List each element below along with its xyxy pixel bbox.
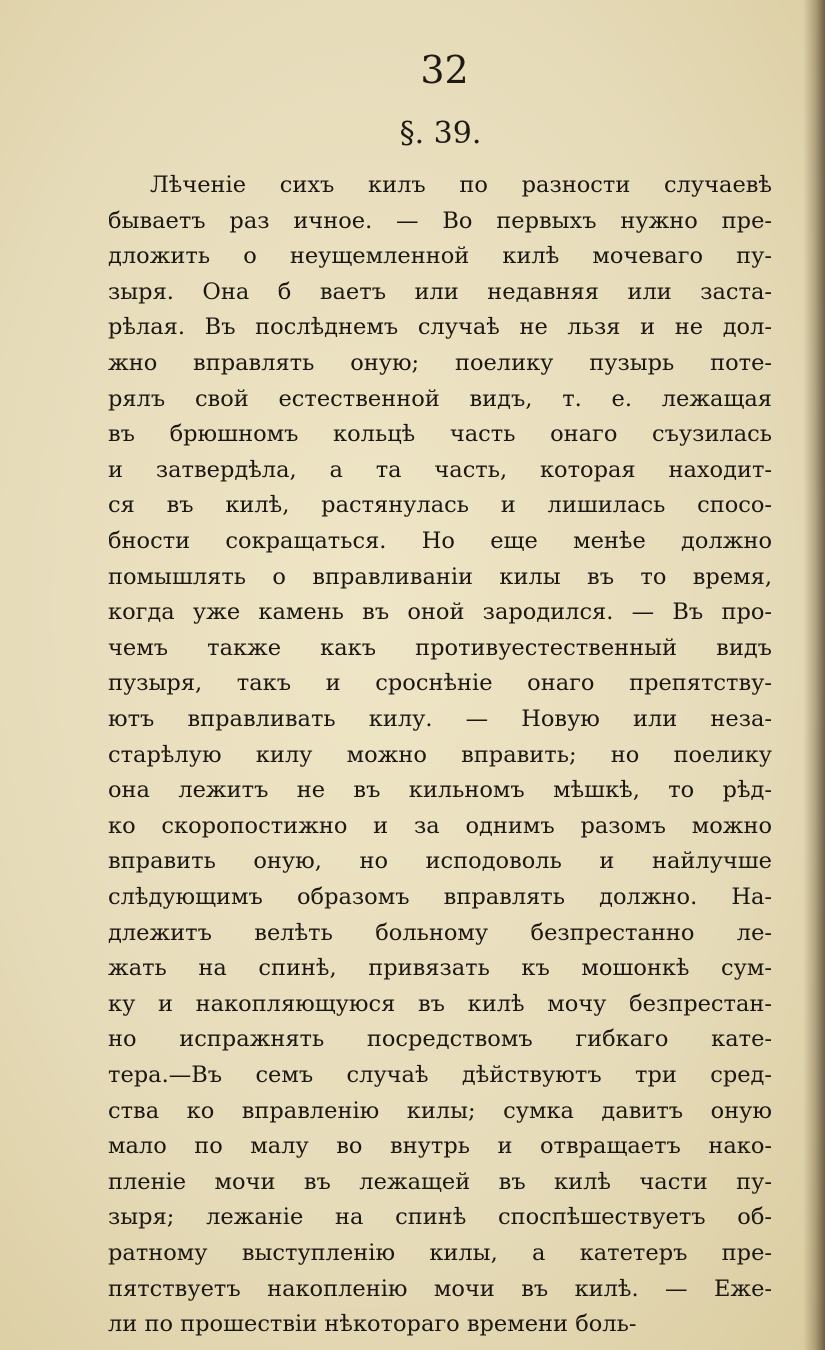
text-line: рѣлая. Въ послѣднемъ случаѣ не льзя и не дол- (108, 314, 772, 341)
text-line: пленіе мочи въ лежащей въ килѣ части пу- (108, 1168, 772, 1195)
text-line: дложить о неущемленной килѣ мочеваго пу- (108, 243, 772, 270)
text-line: вправить оную, но исподоволь и найлучше (108, 848, 772, 875)
text-line: зыря; лежаніе на спинѣ споспѣшествуетъ об- (108, 1204, 772, 1231)
text-line: старѣлую килу можно вправить; но поелику (108, 741, 772, 768)
text-line: бываетъ раз ичное. — Во первыхъ нужно пре- (108, 207, 772, 234)
text-line: жать на спинѣ, привязать къ мошонкѣ сум- (108, 955, 772, 982)
text-line: бности сокращаться. Но еще менѣе должно (108, 528, 772, 554)
text-line: чемъ также какъ противуестественный видъ (108, 634, 772, 661)
text-line: когда уже камень въ оной зародился. — Въ про- (108, 599, 772, 626)
text-line: мало по малу во внутрь и отвращаетъ нако- (108, 1133, 772, 1160)
text-line: тера.—Въ семъ случаѣ дѣйствуютъ три сред- (108, 1062, 772, 1088)
text-line: пятствуетъ накопленію мочи въ килѣ. — Еже- (108, 1275, 772, 1302)
section-heading: §. 39. (399, 116, 482, 151)
text-line: но испражнять посредствомъ гибкаго кате- (108, 1026, 772, 1053)
text-line: ли по прошествіи нѣкотораго времени боль- (108, 1311, 637, 1338)
text-line: рялъ свой естественной видъ, т. е. лежащая (108, 385, 772, 412)
text-line: жно вправлять оную; поелику пузырь поте- (108, 350, 772, 376)
page-spine-shadow (803, 0, 825, 1350)
text-line: и затвердѣла, а та часть, которая находит- (108, 456, 772, 483)
text-line: ства ко вправленію килы; сумка давитъ оную (108, 1097, 772, 1124)
text-line: ко скоропостижно и за однимъ разомъ можно (108, 812, 772, 839)
text-line: ютъ вправливать килу. — Новую или неза- (108, 706, 772, 732)
text-line: Лѣченіе сихъ килъ по разности случаевѣ (150, 172, 772, 198)
text-line: слѣдующимъ образомъ вправлять должно. На- (108, 884, 772, 910)
page-number: 32 (420, 48, 469, 92)
text-line: пузыря, такъ и сроснѣніе онаго препятству- (108, 670, 772, 697)
text-line: ся въ килѣ, растянулась и лишилась спосо- (108, 492, 772, 519)
text-line: длежитъ велѣть больному безпрестанно ле- (108, 919, 772, 946)
text-line: ку и накопляющуюся въ килѣ мочу безпрестан- (108, 990, 772, 1017)
text-line: въ брюшномъ кольцѣ часть онаго съузилась (108, 421, 772, 448)
text-line: помышлять о вправливаніи килы въ то время, (108, 563, 772, 590)
text-line: она лежитъ не въ кильномъ мѣшкѣ, то рѣд- (108, 777, 772, 804)
text-line: зыря. Она б ваетъ или недавняя или заста- (108, 278, 772, 305)
text-line: ратному выступленію килы, а катетеръ пре- (108, 1240, 772, 1266)
